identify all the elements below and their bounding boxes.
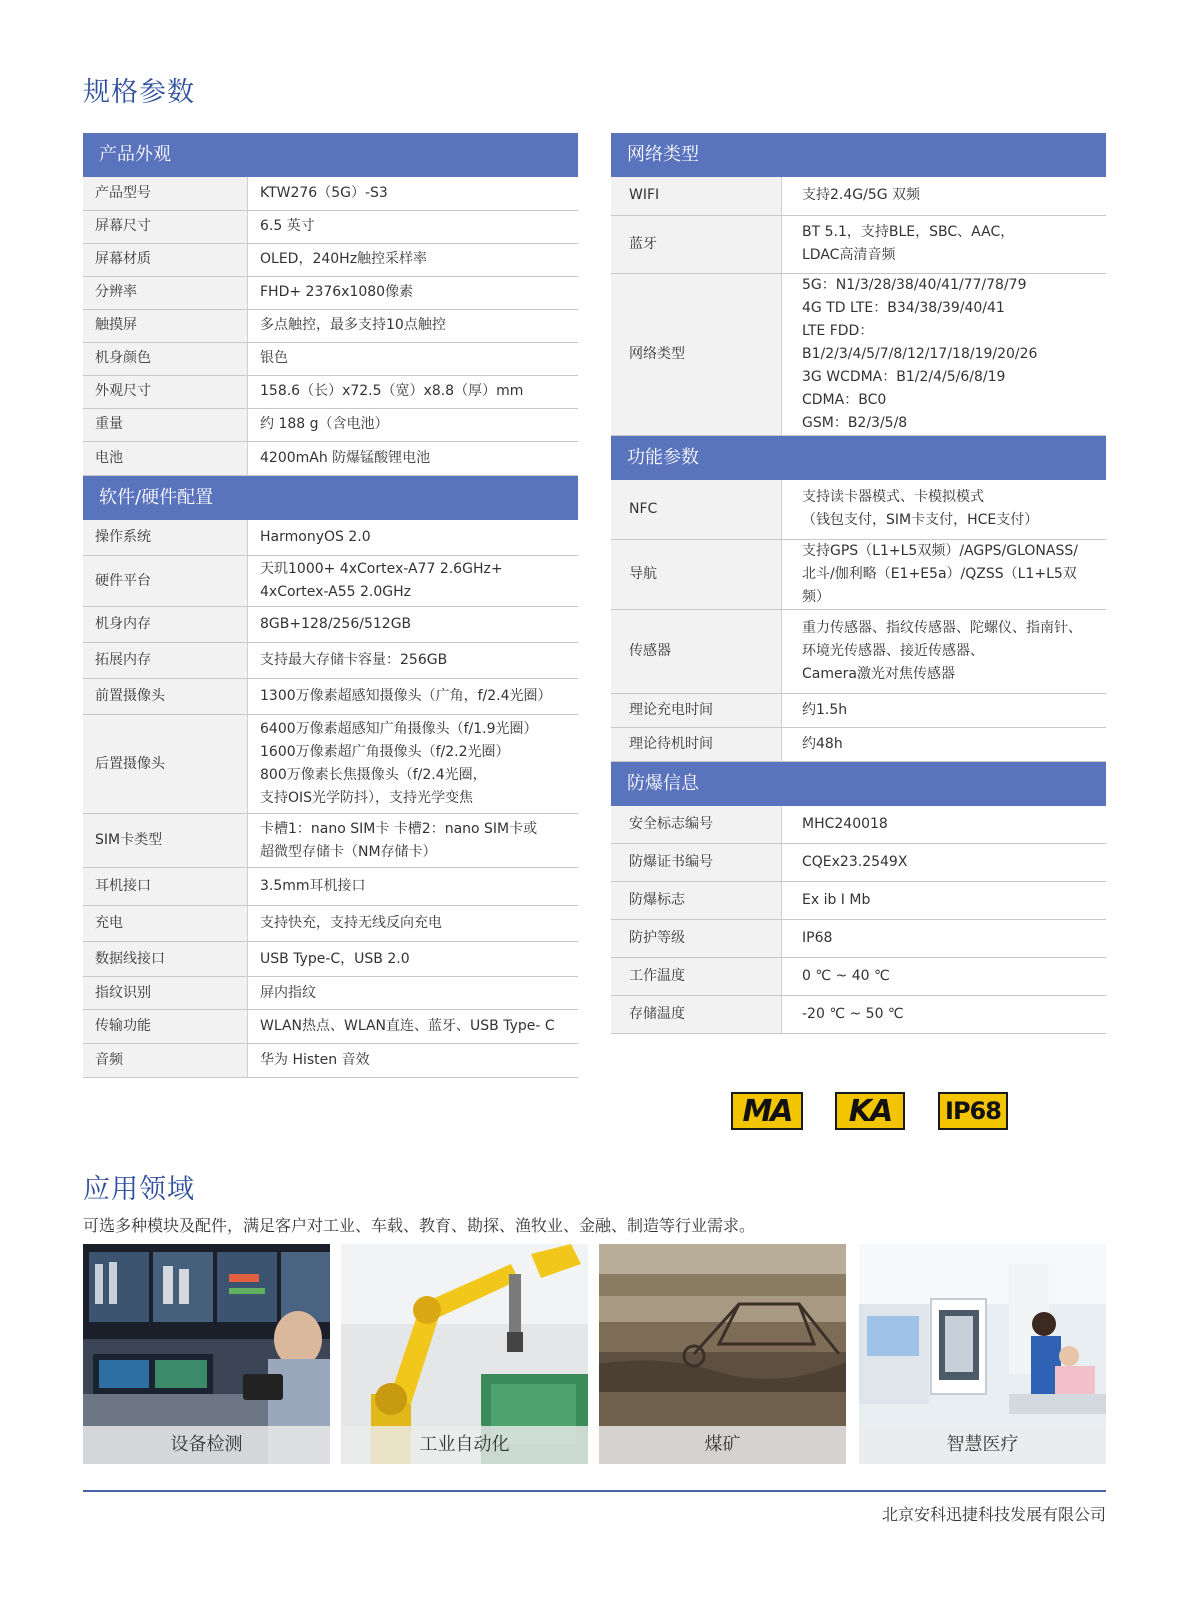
spec-row xyxy=(83,342,578,375)
spec-row xyxy=(611,694,1106,728)
group-header: 功能参数 xyxy=(611,436,1106,480)
spec-key: 前置摄像头 xyxy=(83,679,248,715)
spec-value: KTW276（5G）-S3 xyxy=(248,177,579,210)
spec-key: 蓝牙 xyxy=(611,215,782,273)
app-title: 应用领域 xyxy=(83,1174,195,1205)
spec-value: MHC240018 xyxy=(782,806,1107,843)
spec-value: 支持2.4G/5G 双频 xyxy=(782,177,1107,215)
spec-value: 多点触控，最多支持10点触控 xyxy=(248,309,579,342)
spec-value: 3.5mm耳机接口 xyxy=(248,868,579,906)
spec-value: FHD+ 2376x1080像素 xyxy=(248,276,579,309)
spec-key: 安全标志编号 xyxy=(611,806,782,843)
spec-value: 支持快充，支持无线反向充电 xyxy=(248,906,579,942)
spec-value: 华为 Histen 音效 xyxy=(248,1044,579,1078)
spec-table xyxy=(611,177,1106,436)
spec-row xyxy=(611,881,1106,919)
spec-value: 0 ℃ ~ 40 ℃ xyxy=(782,957,1107,995)
spec-key: 后置摄像头 xyxy=(83,715,248,814)
spec-key: 指纹识别 xyxy=(83,977,248,1010)
ka-cert-text: KA xyxy=(848,1093,892,1129)
app-tile-label: 智慧医疗 xyxy=(859,1426,1106,1464)
spec-row xyxy=(83,177,578,210)
spec-row xyxy=(83,814,578,868)
spec-key: 操作系统 xyxy=(83,520,248,556)
group-header: 产品外观 xyxy=(83,133,578,177)
spec-key: WIFI xyxy=(611,177,782,215)
spec-key: 外观尺寸 xyxy=(83,375,248,408)
spec-key: 机身内存 xyxy=(83,607,248,643)
group-network xyxy=(611,133,1106,436)
spec-value: 屏内指纹 xyxy=(248,977,579,1010)
spec-key: 传输功能 xyxy=(83,1010,248,1044)
spec-row xyxy=(611,610,1106,694)
ip68-cert-text: IP68 xyxy=(945,1097,1001,1125)
spec-value: 重力传感器、指纹传感器、陀螺仪、指南针、 环境光传感器、接近传感器、 Camera激光对焦传感器 xyxy=(782,610,1107,694)
spec-key: 数据线接口 xyxy=(83,942,248,977)
spec-row xyxy=(83,607,578,643)
spec-key: SIM卡类型 xyxy=(83,814,248,868)
group-header: 防爆信息 xyxy=(611,762,1106,806)
spec-row xyxy=(611,843,1106,881)
spec-value: -20 ℃ ~ 50 ℃ xyxy=(782,995,1107,1033)
ka-cert-logo xyxy=(835,1092,905,1130)
spec-value: 银色 xyxy=(248,342,579,375)
app-tile-coal-mine xyxy=(599,1244,846,1464)
footer-divider xyxy=(83,1490,1106,1492)
spec-row xyxy=(83,715,578,814)
spec-row xyxy=(83,1010,578,1044)
spec-key: 工作温度 xyxy=(611,957,782,995)
spec-table xyxy=(83,520,578,1079)
spec-row xyxy=(83,520,578,556)
spec-key: 导航 xyxy=(611,540,782,610)
spec-row xyxy=(611,273,1106,435)
spec-value: IP68 xyxy=(782,919,1107,957)
spec-key: 传感器 xyxy=(611,610,782,694)
spec-row xyxy=(611,919,1106,957)
app-tile-label: 工业自动化 xyxy=(341,1426,588,1464)
spec-key: 理论待机时间 xyxy=(611,728,782,762)
app-tile-label: 设备检测 xyxy=(83,1426,330,1464)
spec-row xyxy=(83,441,578,475)
spec-row xyxy=(83,556,578,607)
spec-key: 硬件平台 xyxy=(83,556,248,607)
ip68-cert-logo xyxy=(938,1092,1008,1130)
spec-value: 支持读卡器模式、卡模拟模式 （钱包支付，SIM卡支付，HCE支付） xyxy=(782,480,1107,540)
spec-row xyxy=(83,1044,578,1078)
app-tile-smart-medical xyxy=(859,1244,1106,1464)
group-software-hardware xyxy=(83,476,578,1079)
spec-key: 音频 xyxy=(83,1044,248,1078)
spec-key: 分辨率 xyxy=(83,276,248,309)
spec-value: 5G：N1/3/28/38/40/41/77/78/79 4G TD LTE：B34/38/39/40/41 LTE FDD：B1/2/3/4/5/7/8/12/17/18/19/20/26 3G WCDMA：B1/2/4/5/6/8/19 CDMA：BC0 GSM：B2/3/5/8 xyxy=(782,273,1107,435)
app-tile-industrial-automation xyxy=(341,1244,588,1464)
spec-key: 电池 xyxy=(83,441,248,475)
spec-row xyxy=(83,210,578,243)
spec-row xyxy=(83,942,578,977)
spec-value: OLED，240Hz触控采样率 xyxy=(248,243,579,276)
spec-value: 4200mAh 防爆锰酸锂电池 xyxy=(248,441,579,475)
spec-value: 支持GPS（L1+L5双频）/AGPS/GLONASS/ 北斗/伽利略（E1+E5a）/QZSS（L1+L5双频） xyxy=(782,540,1107,610)
group-function xyxy=(611,436,1106,763)
spec-key: 存储温度 xyxy=(611,995,782,1033)
ma-cert-text: MA xyxy=(742,1093,792,1129)
app-tile-equipment-inspection xyxy=(83,1244,330,1464)
spec-key: 拓展内存 xyxy=(83,643,248,679)
spec-value: 支持最大存储卡容量：256GB xyxy=(248,643,579,679)
spec-row xyxy=(83,408,578,441)
spec-row xyxy=(611,540,1106,610)
spec-row xyxy=(611,806,1106,843)
spec-value: 卡槽1：nano SIM卡 卡槽2：nano SIM卡或 超微型存储卡（NM存储卡） xyxy=(248,814,579,868)
spec-value: 158.6（长）x72.5（宽）x8.8（厚）mm xyxy=(248,375,579,408)
spec-row xyxy=(83,643,578,679)
spec-key: 防爆证书编号 xyxy=(611,843,782,881)
group-appearance xyxy=(83,133,578,476)
spec-key: 触摸屏 xyxy=(83,309,248,342)
group-explosion-proof xyxy=(611,762,1106,1034)
spec-row xyxy=(611,728,1106,762)
spec-value: 天玑1000+ 4xCortex-A77 2.6GHz+ 4xCortex-A55 2.0GHz xyxy=(248,556,579,607)
app-description: 可选多种模块及配件，满足客户对工业、车载、教育、勘探、渔牧业、金融、制造等行业需求。 xyxy=(83,1216,756,1235)
spec-value: USB Type-C，USB 2.0 xyxy=(248,942,579,977)
spec-value: 8GB+128/256/512GB xyxy=(248,607,579,643)
ma-cert-logo xyxy=(731,1092,803,1130)
group-header: 软件/硬件配置 xyxy=(83,476,578,520)
spec-row xyxy=(83,375,578,408)
spec-value: 6.5 英寸 xyxy=(248,210,579,243)
app-tile-label: 煤矿 xyxy=(599,1426,846,1464)
spec-key: 产品型号 xyxy=(83,177,248,210)
spec-key: 防护等级 xyxy=(611,919,782,957)
spec-row xyxy=(611,957,1106,995)
spec-row xyxy=(611,177,1106,215)
spec-row xyxy=(83,868,578,906)
spec-value: BT 5.1，支持BLE，SBC、AAC， LDAC高清音频 xyxy=(782,215,1107,273)
spec-table xyxy=(83,177,578,476)
spec-row xyxy=(611,480,1106,540)
spec-table xyxy=(611,806,1106,1034)
spec-key: 充电 xyxy=(83,906,248,942)
spec-row xyxy=(611,995,1106,1033)
spec-key: 重量 xyxy=(83,408,248,441)
spec-key: 网络类型 xyxy=(611,273,782,435)
spec-row xyxy=(83,309,578,342)
spec-left-column xyxy=(83,133,578,1078)
spec-table xyxy=(611,480,1106,763)
spec-key: 理论充电时间 xyxy=(611,694,782,728)
spec-value: 约1.5h xyxy=(782,694,1107,728)
spec-key: NFC xyxy=(611,480,782,540)
spec-title: 规格参数 xyxy=(83,77,195,108)
spec-row xyxy=(611,215,1106,273)
company-name: 北京安科迅捷科技发展有限公司 xyxy=(881,1505,1106,1524)
spec-right-column xyxy=(611,133,1106,1034)
spec-value: CQEx23.2549X xyxy=(782,843,1107,881)
spec-row xyxy=(83,276,578,309)
spec-row xyxy=(83,906,578,942)
application-gallery xyxy=(83,1244,1106,1464)
spec-value: 约 188 g（含电池） xyxy=(248,408,579,441)
spec-row xyxy=(83,243,578,276)
spec-value: 1300万像素超感知摄像头（广角，f/2.4光圈） xyxy=(248,679,579,715)
spec-key: 屏幕尺寸 xyxy=(83,210,248,243)
spec-row xyxy=(83,679,578,715)
spec-value: WLAN热点、WLAN直连、蓝牙、USB Type- C xyxy=(248,1010,579,1044)
spec-key: 机身颜色 xyxy=(83,342,248,375)
spec-value: Ex ib I Mb xyxy=(782,881,1107,919)
spec-key: 防爆标志 xyxy=(611,881,782,919)
group-header: 网络类型 xyxy=(611,133,1106,177)
spec-key: 耳机接口 xyxy=(83,868,248,906)
spec-value: 约48h xyxy=(782,728,1107,762)
spec-value: 6400万像素超感知广角摄像头（f/1.9光圈） 1600万像素超广角摄像头（f/2.2光圈） 800万像素长焦摄像头（f/2.4光圈， 支持OIS光学防抖），支持光学变焦 xyxy=(248,715,579,814)
spec-value: HarmonyOS 2.0 xyxy=(248,520,579,556)
spec-key: 屏幕材质 xyxy=(83,243,248,276)
spec-row xyxy=(83,977,578,1010)
